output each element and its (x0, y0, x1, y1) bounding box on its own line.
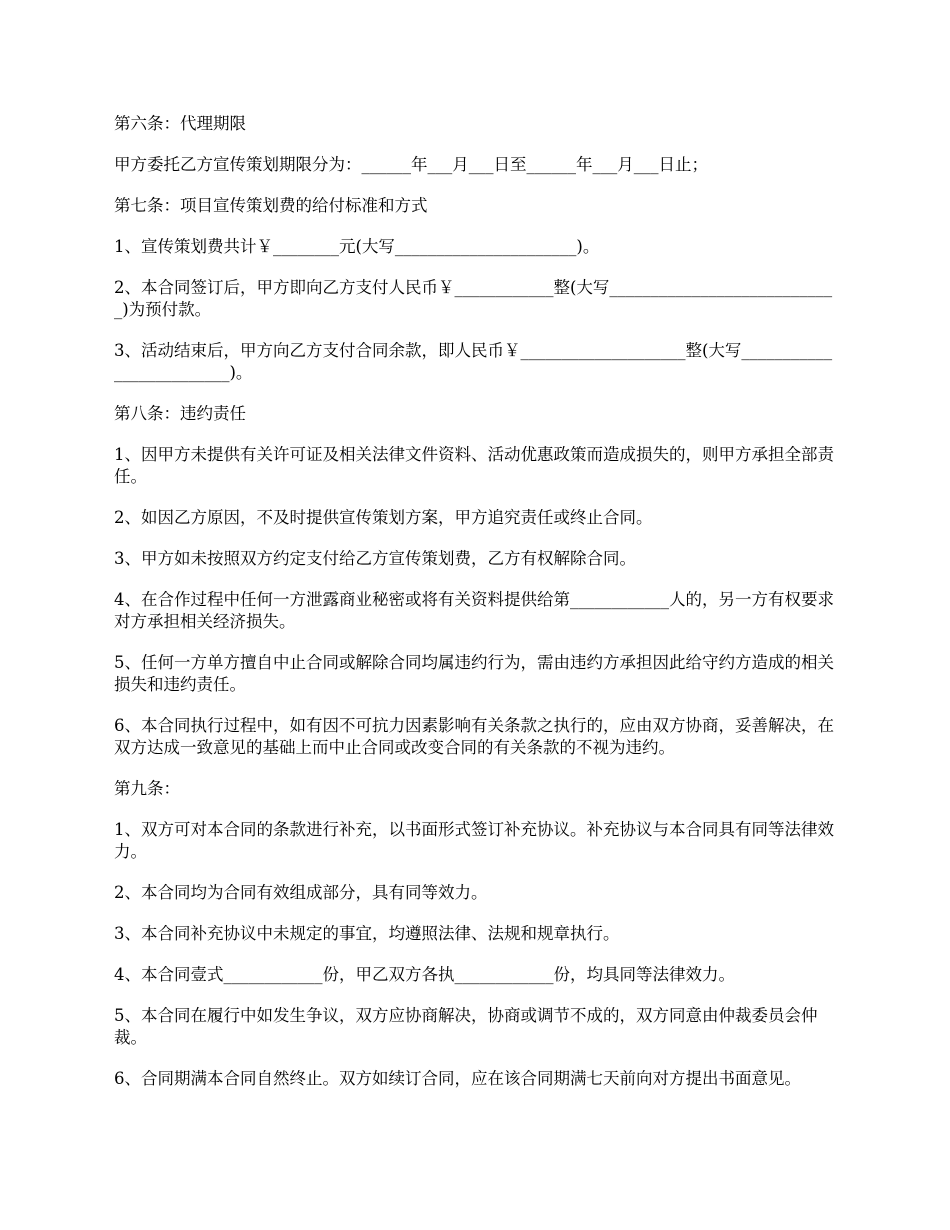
article-9-heading: 第九条： (114, 779, 180, 798)
breach-clause-6: 6、本合同执行过程中，如有因不可抗力因素影响有关条款之执行的，应由双方协商，妥善解决，在双方达成一致意见的基础上而中止合同或改变合同的有关条款的不视为违约。 (114, 716, 834, 757)
misc-clause-1: 1、双方可对本合同的条款进行补充，以书面形式签订补充协议。补充协议与本合同具有同等法律效力。 (114, 820, 834, 861)
breach-clause-4: 4、在合作过程中任何一方泄露商业秘密或将有关资料提供给第____________人的，另一方有权要求对方承担相关经济损失。 (114, 590, 834, 631)
article-7-heading: 第七条：项目宣传策划费的给付标准和方式 (114, 196, 428, 215)
misc-clause-6: 6、合同期满本合同自然终止。双方如续订合同，应在该合同期满七天前向对方提出书面意见。 (114, 1069, 801, 1088)
balance-payment-clause: 3、活动结束后，甲方向乙方支付合同余款，即人民币￥____________________整(大写_________________________)。 (114, 341, 833, 382)
agency-period-clause: 甲方委托乙方宣传策划期限分为：______年___月___日至______年___月___日止； (114, 155, 708, 174)
breach-clause-1: 1、因甲方未提供有关许可证及相关法律文件资料、活动优惠政策而造成损失的，则甲方承担全部责任。 (114, 445, 834, 486)
fee-total-clause: 1、宣传策划费共计￥________元(大写______________________)。 (114, 237, 600, 256)
article-6-heading: 第六条：代理期限 (114, 114, 246, 133)
prepayment-clause: 2、本合同签订后，甲方即向乙方支付人民币￥____________整(大写____________________________)为预付款。 (114, 278, 833, 319)
misc-clause-4: 4、本合同壹式____________份，甲乙双方各执____________份，均具同等法律效力。 (114, 965, 735, 984)
breach-clause-2: 2、如因乙方原因，不及时提供宣传策划方案，甲方追究责任或终止合同。 (114, 508, 653, 527)
breach-clause-5: 5、任何一方单方擅自中止合同或解除合同均属违约行为，需由违约方承担因此给守约方造成的相关损失和违约责任。 (114, 653, 834, 694)
breach-clause-3: 3、甲方如未按照双方约定支付给乙方宣传策划费，乙方有权解除合同。 (114, 549, 636, 568)
article-8-heading: 第八条：违约责任 (114, 404, 246, 423)
misc-clause-5: 5、本合同在履行中如发生争议，双方应协商解决，协商或调节不成的，双方同意由仲裁委员会仲裁。 (114, 1006, 818, 1047)
document-body (114, 113, 836, 1109)
misc-clause-3: 3、本合同补充协议中未规定的事宜，均遵照法律、法规和规章执行。 (114, 924, 620, 943)
misc-clause-2: 2、本合同均为合同有效组成部分，具有同等效力。 (114, 883, 488, 902)
